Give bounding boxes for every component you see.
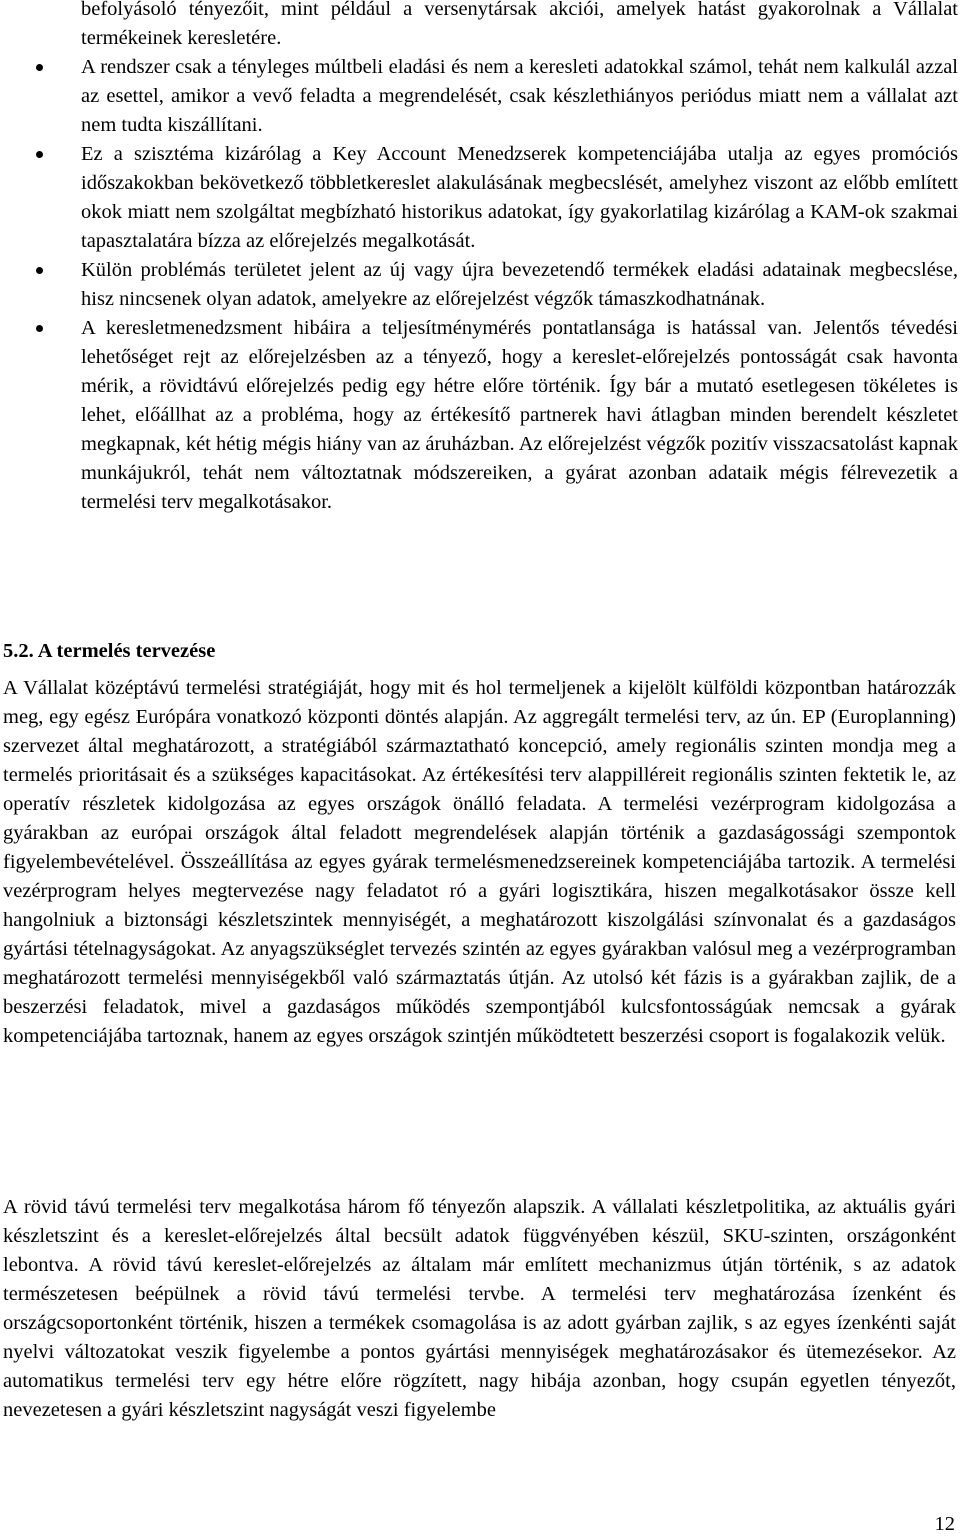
list-item bbox=[0, 53, 958, 140]
bullet-text: Ez a szisztéma kizárólag a Key Account Menedzserek kompetenciájába utalja az egyes promóciós időszakokban bekövetkező többletkereslet alakulásának megbecslését, amelyhez viszont az előbb említett okok miatt nem szolgáltat megbízható historikus adatokat, így gyakorlatilag kizárólag a KAM-ok szakmai tapasztalatára bízza az előrejelzés megalkotását. bbox=[81, 143, 958, 252]
section-heading: 5.2. A termelés tervezése bbox=[3, 640, 216, 662]
bullet-text: befolyásoló tényezőit, mint például a versenytársak akciói, amelyek hatást gyakorolnak a Vállalat termékeinek keresletére. bbox=[81, 0, 958, 49]
bullet-text: A keresletmenedzsment hibáira a teljesítménymérés pontatlansága is hatással van. Jelentős tévedési lehetőséget rejt az előrejelzésben az a tényező, hogy a kereslet-előrejelzés pontosságát csak havonta mérik, a rövidtávú előrejelzés pedig egy hétre előre történik. Így bár a mutató esetlegesen tökéletes is lehet, előállhat az a probléma, hogy az értékesítő partnerek havi átlagban minden berendelt készletet megkapnak, két hétig mégis hiány van az áruházban. Az előrejelzést végzők pozitív visszacsatolást kapnak munkájukról, tehát nem változtatnak módszereiken, a gyárat azonban adataik mégis félrevezetik a termelési terv megalkotásakor. bbox=[81, 317, 958, 513]
bullet-text: A rendszer csak a tényleges múltbeli eladási és nem a keresleti adatokkal számol, tehát nem kalkulál azzal az esettel, amikor a vevő feladta a megrendelését, csak készlethiányos periódus miatt nem a vállalat azt nem tudta kiszállítani. bbox=[81, 56, 958, 136]
list-item bbox=[0, 256, 958, 314]
page-number: 12 bbox=[934, 1513, 955, 1535]
body-paragraph: A rövid távú termelési terv megalkotása három fő tényezőn alapszik. A vállalati készletpolitika, az aktuális gyári készletszint és a kereslet-előrejelzés által becsült adatok függvényében készül, SKU-szinten, országonként lebontva. A rövid távú kereslet-előrejelzés az általam már említett mechanizmus útján történik, s az adatok természetesen beépülnek a rövid távú termelési tervbe. A termelési terv meghatározása ízenként és országcsoportonként történik, hiszen a termékek csomagolása is az adott gyárban zajlik, s az egyes ízenkénti saját nyelvi változatokat veszik figyelembe a pontos gyártási mennyiségek meghatározásakor és ütemezésekor. Az automatikus termelési terv egy hétre előre rögzített, nagy hibája azonban, hogy csupán egyetlen tényezőt, nevezetesen a gyári készletszint nagyságát veszi figyelembe bbox=[3, 1196, 956, 1421]
bullet-marker bbox=[36, 267, 43, 274]
bullet-text: Külön problémás területet jelent az új vagy újra bevezetendő termékek eladási adatainak megbecslése, hisz nincsenek olyan adatok, amelyekre az előrejelzést végzők támaszkodhatnának. bbox=[81, 259, 958, 310]
body-paragraph: A Vállalat középtávú termelési stratégiáját, hogy mit és hol termeljenek a kijelölt külföldi központban határozzák meg, egy egész Európára vonatkozó központi döntés alapján. Az aggregált termelési terv, az ún. EP (Europlanning) szervezet által meghatározott, a stratégiából származtatható koncepció, amely regionális szinten mondja meg a termelés prioritásait és a szükséges kapacitásokat. Az értékesítési terv alappilléreit regionális szinten fektetik le, az operatív részletek kidolgozása az egyes országok önálló feladata. A termelési vezérprogram kidolgozása a gyárakban az európai országok által feladott megrendelések alapján történik a gazdaságossági szempontok figyelembevételével. Összeállítása az egyes gyárak termelésmenedzsereinek kompetenciájába tartozik. A termelési vezérprogram helyes megtervezése nagy feladatot ró a gyári logisztikára, hiszen megalkotásakor össze kell hangolniuk a biztonsági készletszintek mennyiségét, a meghatározott kiszolgálási színvonalat és a gazdaságos gyártási tételnagyságokat. Az anyagszükséglet tervezés szintén az egyes gyárakban valósul meg a vezérprogramban meghatározott termelési mennyiségekből való származtatás útján. Az utolsó két fázis is a gyárakban zajlik, de a beszerzési feladatok, mivel a gazdaságos működés szempontjából kulcsfontosságúak nemcsak a gyárak kompetenciájába tartoznak, hanem az egyes országok szintjén működtetett beszerzési csoport is fogalakozik velük. bbox=[3, 677, 956, 1047]
list-item bbox=[0, 314, 958, 517]
bullet-marker bbox=[36, 151, 43, 158]
list-item bbox=[0, 0, 958, 53]
bullet-list bbox=[0, 0, 958, 517]
bullet-marker bbox=[36, 325, 43, 332]
bullet-marker bbox=[36, 64, 43, 71]
list-item bbox=[0, 140, 958, 256]
